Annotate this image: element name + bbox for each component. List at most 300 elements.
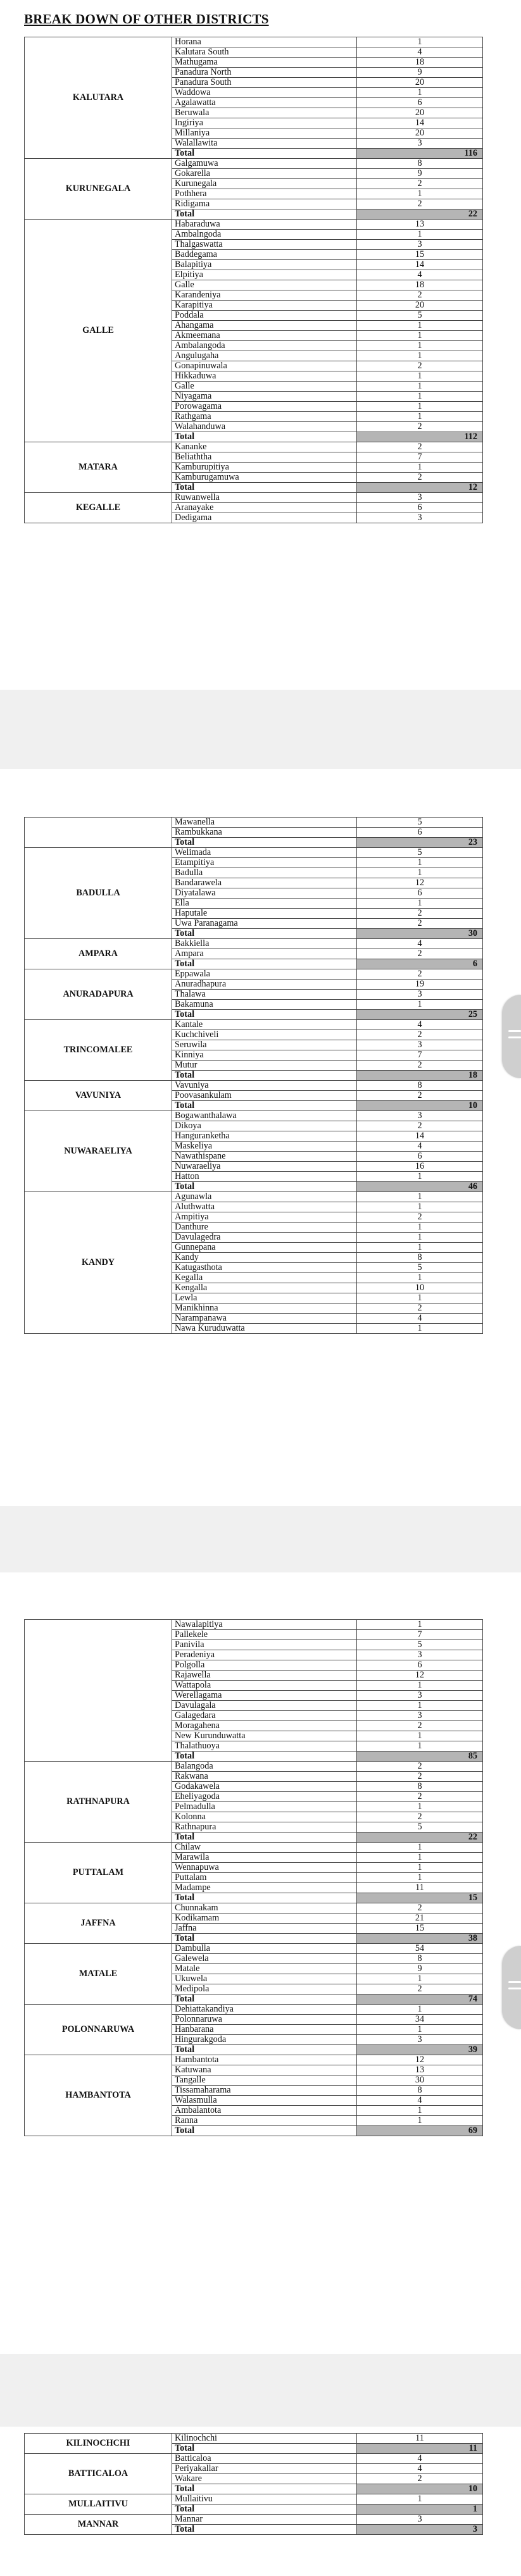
division-count: 2 [357,2474,483,2484]
district-name [25,818,172,848]
total-label: Total [172,149,357,159]
division-name: Manikhinna [172,1304,357,1314]
table-row [25,442,483,452]
division-name: Dambulla [172,1944,357,1954]
division-count: 16 [357,1162,483,1172]
total-count: 1 [357,2504,483,2515]
division-count: 5 [357,1640,483,1650]
division-name: Hatton [172,1172,357,1182]
total-label: Total [172,483,357,493]
division-name: Kamburugamuwa [172,473,357,483]
division-count: 1 [357,1223,483,1233]
division-count: 12 [357,1671,483,1681]
division-count: 1 [357,37,483,47]
division-name: Akmeemana [172,331,357,341]
division-name: Poovasankulam [172,1091,357,1101]
district-name: KANDY [25,1192,172,1334]
division-count: 15 [357,1924,483,1934]
table-row [25,1843,483,1853]
table-row [25,2005,483,2015]
division-name: Kantale [172,1020,357,1030]
division-name: Panadura South [172,78,357,88]
division-count: 2 [357,1212,483,1223]
division-name: Habaraduwa [172,220,357,230]
division-name: Thalawa [172,990,357,1000]
division-count: 1 [357,868,483,878]
division-name: Kengalla [172,1283,357,1293]
division-count: 3 [357,990,483,1000]
division-name: Walahanduwa [172,422,357,432]
table-row [25,1020,483,1030]
table-row [25,2454,483,2464]
division-count: 4 [357,939,483,949]
division-name: Godakawela [172,1782,357,1792]
district-name: TRINCOMALEE [25,1020,172,1081]
division-count: 1 [357,402,483,412]
division-count: 3 [357,2035,483,2045]
division-name: Hanbarana [172,2025,357,2035]
total-count: 11 [357,2444,483,2454]
division-count: 1 [357,1324,483,1334]
division-name: Nuwaraeliya [172,1162,357,1172]
division-count: 5 [357,848,483,858]
division-count: 2 [357,1792,483,1802]
division-count: 2 [357,422,483,432]
division-name: Danthure [172,1223,357,1233]
division-count: 1 [357,858,483,868]
division-name: Ambalangoda [172,341,357,351]
division-name: Pelmadulla [172,1802,357,1812]
division-count: 1 [357,2116,483,2126]
document-page-3 [0,1572,521,2354]
division-count: 14 [357,118,483,128]
division-count: 8 [357,1954,483,1964]
division-name: Agalawatta [172,98,357,108]
total-count: 39 [357,2045,483,2055]
division-name: Ampara [172,949,357,959]
division-count: 2 [357,1984,483,1994]
total-label: Total [172,2126,357,2136]
division-name: Ampitiya [172,1212,357,1223]
division-count: 3 [357,513,483,523]
total-label: Total [172,2484,357,2494]
division-count: 1 [357,1202,483,1212]
division-name: Rajawella [172,1671,357,1681]
division-name: Bakkiella [172,939,357,949]
district-name: MATARA [25,442,172,493]
division-count: 2 [357,179,483,189]
division-count: 1 [357,382,483,392]
division-name: Uwa Paranagama [172,919,357,929]
division-name: Batticaloa [172,2454,357,2464]
division-count: 1 [357,1293,483,1304]
division-name: Madampe [172,1883,357,1893]
division-name: Chilaw [172,1843,357,1853]
division-name: Kuchchiveli [172,1030,357,1040]
division-count: 1 [357,1233,483,1243]
table-row [25,2055,483,2065]
division-name: Wennapuwa [172,1863,357,1873]
division-name: Pothhera [172,189,357,199]
division-name: Angulugaha [172,351,357,361]
division-count: 20 [357,78,483,88]
division-name: Kinniya [172,1050,357,1061]
division-count: 2 [357,949,483,959]
division-name: Haputale [172,909,357,919]
division-count: 3 [357,493,483,503]
division-name: Ridigama [172,199,357,209]
division-count: 3 [357,1691,483,1701]
division-name: Etampitiya [172,858,357,868]
division-count: 2 [357,1762,483,1772]
division-name: Eheliyagoda [172,1792,357,1802]
division-count: 2 [357,473,483,483]
table-row [25,1944,483,1954]
division-name: Lewla [172,1293,357,1304]
total-count: 74 [357,1994,483,2005]
division-name: Mathugama [172,58,357,68]
district-name: BATTICALOA [25,2454,172,2494]
division-count: 2 [357,290,483,301]
division-count: 6 [357,1660,483,1671]
division-count: 18 [357,280,483,290]
district-name: MULLAITIVU [25,2494,172,2515]
division-count: 1 [357,1701,483,1711]
division-name: Wattapola [172,1681,357,1691]
table-row [25,848,483,858]
district-name: VAVUNIYA [25,1081,172,1111]
total-label: Total [172,1832,357,1843]
division-count: 1 [357,1863,483,1873]
division-name: Polgolla [172,1660,357,1671]
division-count: 11 [357,1883,483,1893]
division-count: 4 [357,1314,483,1324]
table-row [25,939,483,949]
division-count: 9 [357,169,483,179]
division-count: 1 [357,1273,483,1283]
division-count: 1 [357,351,483,361]
division-name: Thalathuoya [172,1741,357,1752]
division-name: Galewela [172,1954,357,1964]
division-name: Gunnepana [172,1243,357,1253]
table-row [25,1111,483,1121]
total-label: Total [172,432,357,442]
division-name: Kegalla [172,1273,357,1283]
division-name: Nawa Kuruduwatta [172,1324,357,1334]
division-count: 4 [357,2454,483,2464]
division-count: 30 [357,2075,483,2086]
division-name: Baddegama [172,250,357,260]
division-name: Aluthwatta [172,1202,357,1212]
table-row [25,220,483,230]
division-count: 4 [357,47,483,58]
division-name: Kurunegala [172,179,357,189]
scroll-handle[interactable] [502,1946,521,2029]
division-count: 5 [357,818,483,828]
division-name: Dikoya [172,1121,357,1131]
division-name: Badulla [172,868,357,878]
division-count: 2 [357,1903,483,1913]
division-count: 1 [357,321,483,331]
total-count: 25 [357,1010,483,1020]
total-count: 10 [357,2484,483,2494]
division-name: Walallawita [172,139,357,149]
division-name: Balangoda [172,1762,357,1772]
division-count: 7 [357,1050,483,1061]
district-table [24,37,483,523]
division-name: Waddowa [172,88,357,98]
division-count: 1 [357,1741,483,1752]
division-name: Mannar [172,2515,357,2525]
district-name: MATALE [25,1944,172,2005]
district-name: POLONNARUWA [25,2005,172,2055]
division-count: 6 [357,503,483,513]
division-name: Rathnapura [172,1822,357,1832]
division-name: Tissamaharama [172,2086,357,2096]
division-count: 6 [357,98,483,108]
division-count: 2 [357,1304,483,1314]
division-name: Chunnakam [172,1903,357,1913]
district-name [25,1620,172,1762]
division-name: Rambukkana [172,828,357,838]
division-name: Nawathispane [172,1152,357,1162]
division-count: 18 [357,58,483,68]
division-name: Millaniya [172,128,357,139]
division-count: 13 [357,220,483,230]
district-table [24,1619,483,2136]
division-count: 1 [357,1802,483,1812]
division-count: 2 [357,1061,483,1071]
division-name: Balapitiya [172,260,357,270]
total-count: 22 [357,209,483,220]
total-label: Total [172,2045,357,2055]
division-count: 4 [357,270,483,280]
total-label: Total [172,2504,357,2515]
division-name: Elpitiya [172,270,357,280]
division-name: Kananke [172,442,357,452]
district-name: JAFFNA [25,1903,172,1944]
division-count: 5 [357,1822,483,1832]
division-name: Diyatalawa [172,888,357,899]
division-name: Narampanawa [172,1314,357,1324]
division-count: 1 [357,2005,483,2015]
division-name: Periyakallar [172,2464,357,2474]
division-name: Ahangama [172,321,357,331]
table-row [25,818,483,828]
division-name: Pallekele [172,1630,357,1640]
total-label: Total [172,2525,357,2535]
table-row [25,1620,483,1630]
division-name: Eppawala [172,969,357,980]
district-name: NUWARAELIYA [25,1111,172,1192]
division-count: 1 [357,463,483,473]
division-count: 9 [357,1964,483,1974]
division-name: Gokarella [172,169,357,179]
division-count: 8 [357,1253,483,1263]
table-row [25,1762,483,1772]
district-name: GALLE [25,220,172,442]
division-count: 1 [357,2025,483,2035]
division-count: 2 [357,1721,483,1731]
division-name: Ambalantota [172,2106,357,2116]
division-name: Thalgaswatta [172,240,357,250]
division-name: Walasmulla [172,2096,357,2106]
division-count: 19 [357,980,483,990]
division-name: Werellagama [172,1691,357,1701]
division-count: 1 [357,189,483,199]
district-name: KURUNEGALA [25,159,172,220]
division-name: Hikkaduwa [172,371,357,382]
division-name: Rakwana [172,1772,357,1782]
table-row [25,37,483,47]
total-label: Total [172,838,357,848]
division-name: Galgamuwa [172,159,357,169]
division-name: Panivila [172,1640,357,1650]
division-name: Mawanella [172,818,357,828]
division-name: Davulagedra [172,1233,357,1243]
total-label: Total [172,1182,357,1192]
division-name: Agunawla [172,1192,357,1202]
division-name: Matale [172,1964,357,1974]
division-count: 4 [357,2464,483,2474]
division-count: 1 [357,1731,483,1741]
division-count: 3 [357,2515,483,2525]
division-count: 20 [357,128,483,139]
table-row [25,969,483,980]
division-count: 11 [357,2434,483,2444]
district-table [24,2433,483,2535]
division-count: 9 [357,68,483,78]
document-page-2 [0,769,521,1506]
total-count: 22 [357,1832,483,1843]
division-name: Kilinochchi [172,2434,357,2444]
total-label: Total [172,209,357,220]
table-row [25,2434,483,2444]
division-name: Bakamuna [172,1000,357,1010]
division-count: 1 [357,2106,483,2116]
division-name: Polonnaruwa [172,2015,357,2025]
division-count: 3 [357,1111,483,1121]
district-name: RATHNAPURA [25,1762,172,1843]
division-count: 1 [357,1873,483,1883]
division-name: Niyagama [172,392,357,402]
division-count: 14 [357,1131,483,1142]
division-count: 6 [357,888,483,899]
division-name: Beliaththa [172,452,357,463]
division-count: 1 [357,1681,483,1691]
division-count: 3 [357,1650,483,1660]
division-count: 1 [357,1853,483,1863]
division-count: 7 [357,1630,483,1640]
division-name: Dedigama [172,513,357,523]
division-count: 5 [357,1263,483,1273]
division-name: Kodikamam [172,1913,357,1924]
division-name: Kandy [172,1253,357,1263]
table-row [25,1081,483,1091]
division-count: 10 [357,1283,483,1293]
division-name: Ranna [172,2116,357,2126]
division-name: Katuwana [172,2065,357,2075]
division-count: 3 [357,1711,483,1721]
total-label: Total [172,1752,357,1762]
division-count: 2 [357,969,483,980]
division-count: 20 [357,301,483,311]
division-count: 2 [357,442,483,452]
total-label: Total [172,1010,357,1020]
division-count: 1 [357,1843,483,1853]
division-name: Ingiriya [172,118,357,128]
division-name: Ambalngoda [172,230,357,240]
division-name: Katugasthota [172,1263,357,1273]
division-count: 2 [357,1091,483,1101]
division-name: Kalutara South [172,47,357,58]
division-name: Rathgama [172,412,357,422]
division-name: Nawalapitiya [172,1620,357,1630]
division-name: Galle [172,382,357,392]
division-count: 2 [357,199,483,209]
total-count: 30 [357,929,483,939]
division-name: Panadura North [172,68,357,78]
division-name: Anuradhapura [172,980,357,990]
division-name: Puttalam [172,1873,357,1883]
division-name: Horana [172,37,357,47]
division-count: 13 [357,2065,483,2075]
district-name: BADULLA [25,848,172,939]
total-count: 38 [357,1934,483,1944]
division-name: Ella [172,899,357,909]
total-count: 46 [357,1182,483,1192]
division-count: 34 [357,2015,483,2025]
division-count: 1 [357,1243,483,1253]
division-count: 21 [357,1913,483,1924]
document-title: BREAK DOWN OF OTHER DISTRICTS [24,11,269,27]
division-name: Beruwala [172,108,357,118]
division-name: Hambantota [172,2055,357,2065]
division-name: Seruwila [172,1040,357,1050]
division-count: 1 [357,1172,483,1182]
total-label: Total [172,929,357,939]
division-name: Mutur [172,1061,357,1071]
division-count: 6 [357,1152,483,1162]
division-count: 54 [357,1944,483,1954]
district-name: KEGALLE [25,493,172,523]
district-name: PUTTALAM [25,1843,172,1903]
total-count: 116 [357,149,483,159]
total-label: Total [172,1934,357,1944]
division-count: 5 [357,311,483,321]
division-count: 1 [357,1000,483,1010]
division-name: New Kurunduwatta [172,1731,357,1741]
division-count: 8 [357,2086,483,2096]
division-count: 2 [357,1121,483,1131]
table-row [25,159,483,169]
total-count: 23 [357,838,483,848]
scroll-handle[interactable] [502,995,521,1078]
division-name: Aranayake [172,503,357,513]
division-count: 4 [357,1020,483,1030]
document-page-1 [0,0,521,690]
division-count: 8 [357,1081,483,1091]
division-name: Moragahena [172,1721,357,1731]
division-count: 4 [357,1142,483,1152]
division-count: 14 [357,260,483,270]
total-label: Total [172,959,357,969]
total-count: 85 [357,1752,483,1762]
division-name: Davulagala [172,1701,357,1711]
division-name: Ukuwela [172,1974,357,1984]
division-name: Jaffna [172,1924,357,1934]
total-count: 10 [357,1101,483,1111]
